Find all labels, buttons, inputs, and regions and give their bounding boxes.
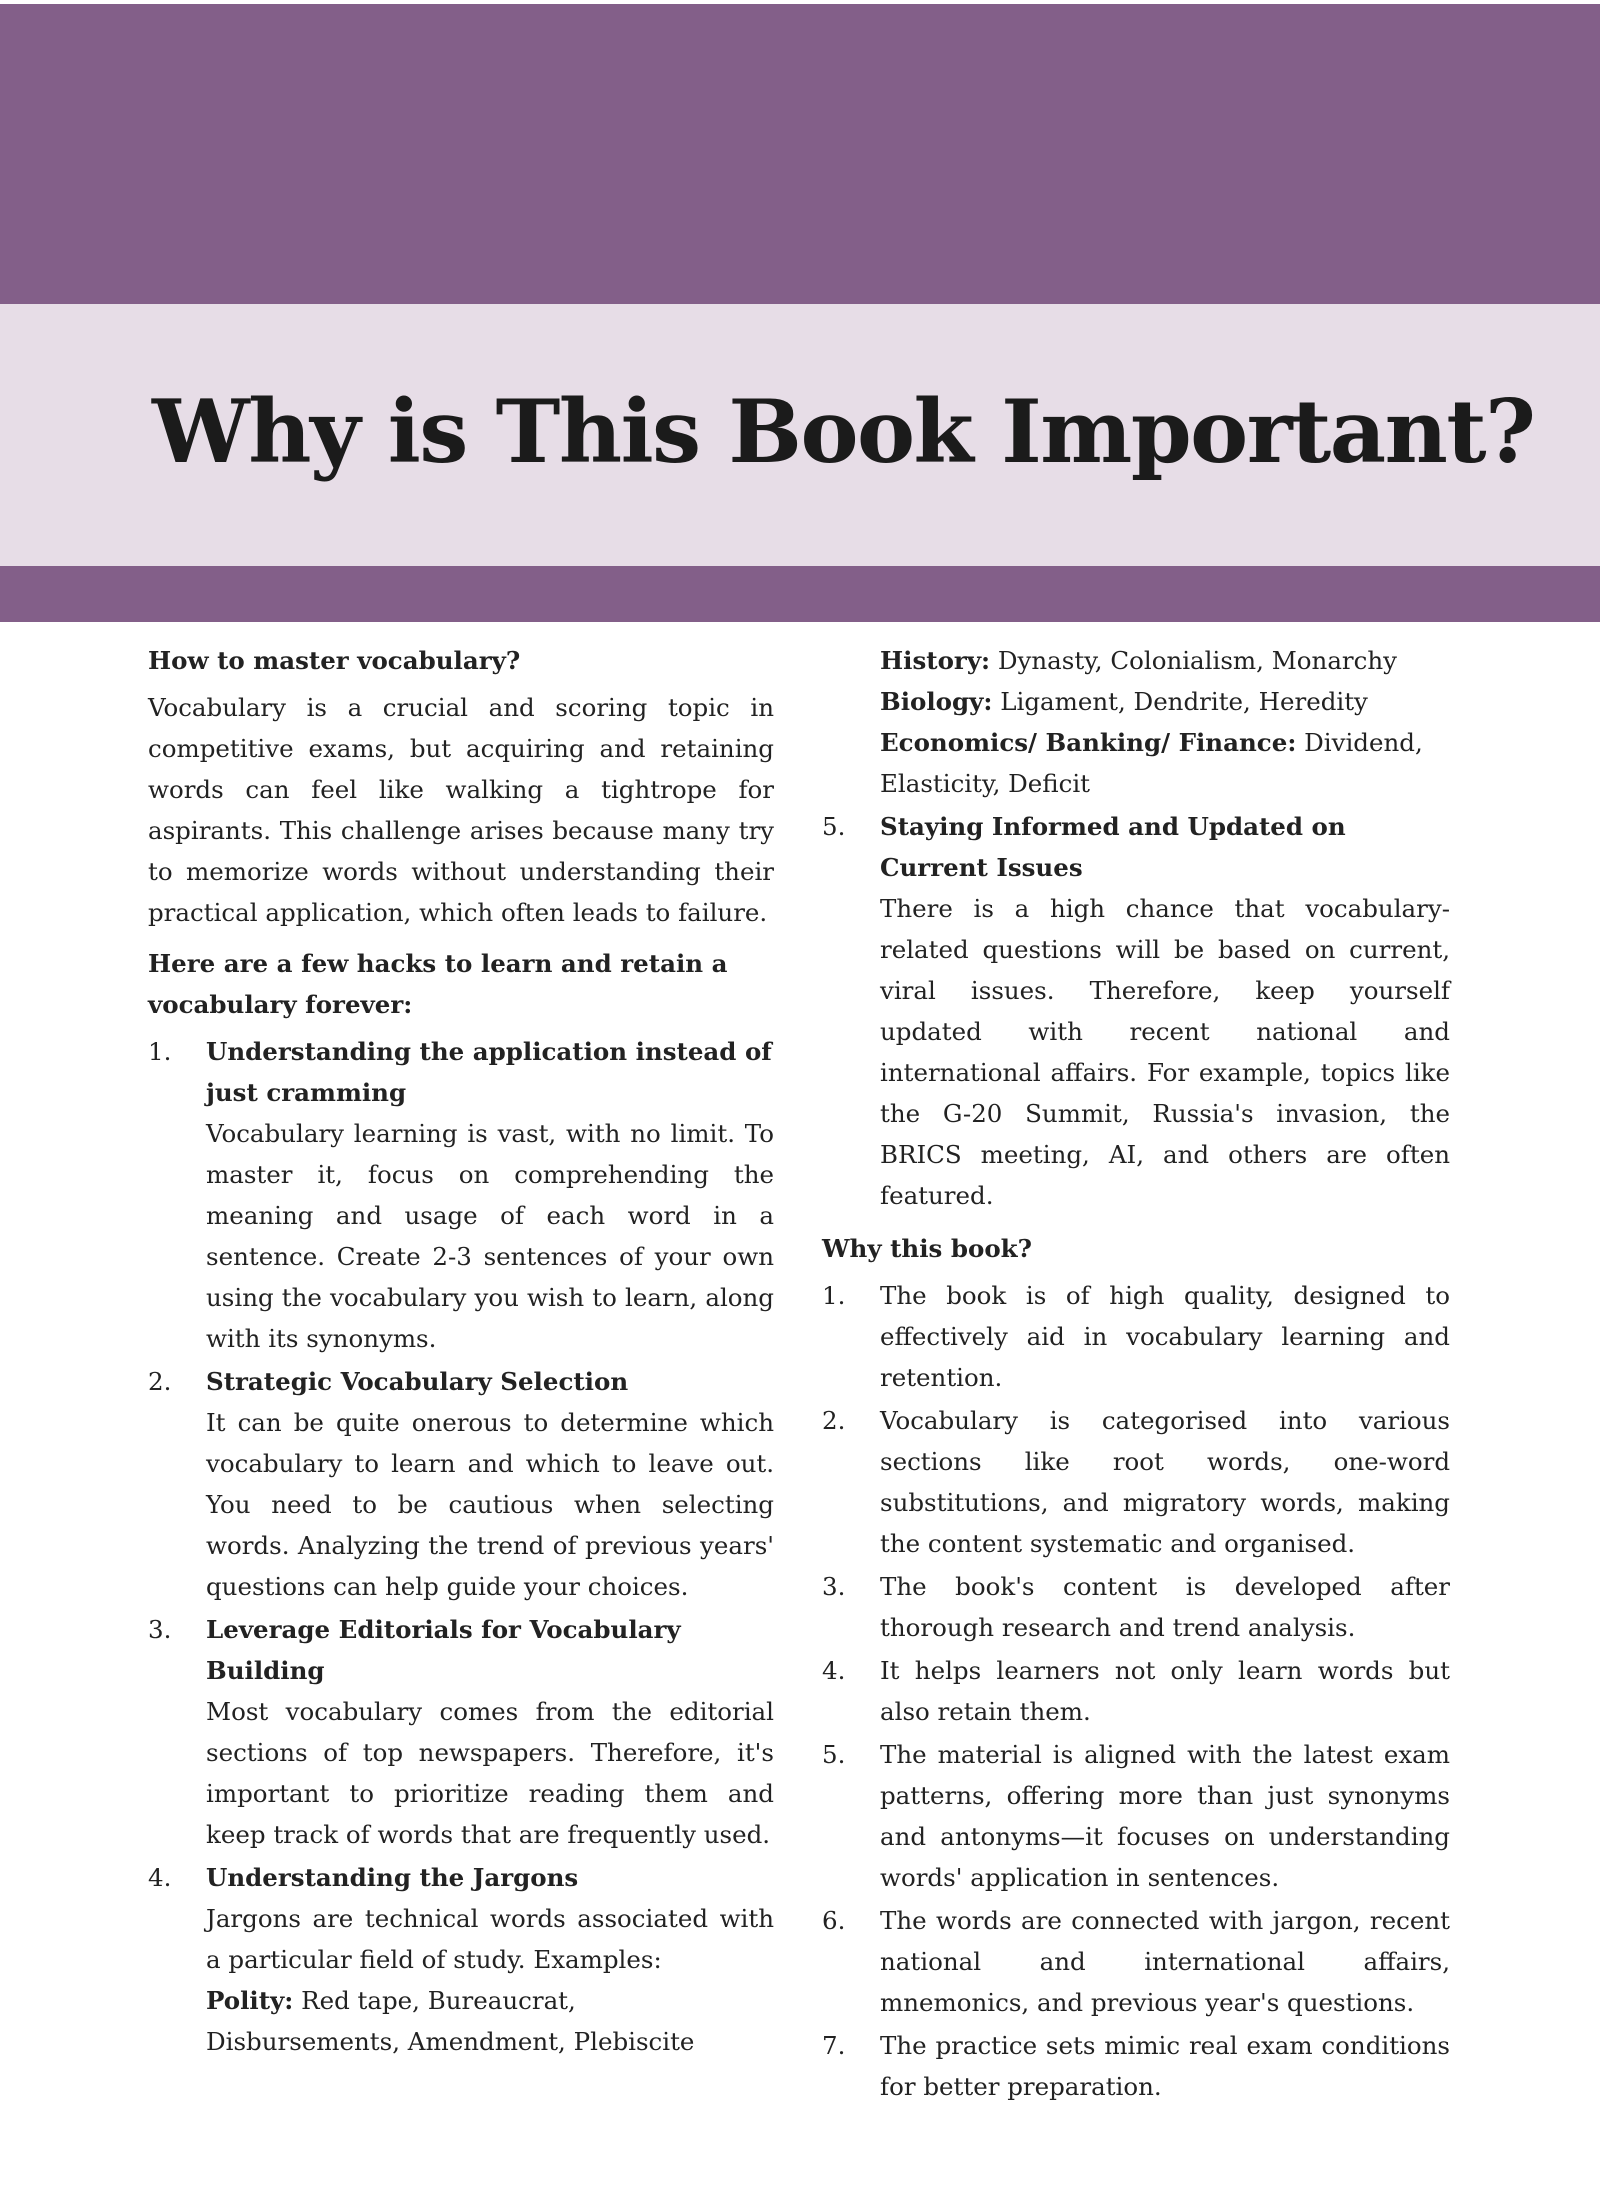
list-item-body: Jargons are technical words associated with a particular field of study. Examples:	[206, 1904, 774, 1974]
section-heading-why: Why this book?	[822, 1234, 1032, 1263]
example-line-history	[880, 640, 1450, 681]
list-number: 5.	[822, 812, 846, 841]
list-item	[148, 1857, 774, 2062]
list-item-title: Staying Informed and Updated on Current Issues	[880, 812, 1346, 882]
examples-continued	[822, 640, 1450, 804]
example-label: Polity:	[206, 1986, 294, 2015]
list-number: 4.	[822, 1656, 846, 1685]
list-number: 3.	[822, 1572, 846, 1601]
list-number: 2.	[148, 1367, 172, 1396]
why-list	[822, 1275, 1450, 2107]
intro-paragraph: Vocabulary is a crucial and scoring topic in competitive exams, but acquiring and retaining words can feel like walking a tightrope for aspirants. This challenge arises because many try to memorize words without understanding their practical application, which often leads to failure.	[148, 693, 774, 927]
list-item	[148, 1609, 774, 1855]
example-label: History:	[880, 646, 991, 675]
list-item-text: The practice sets mimic real exam conditions for better preparation.	[880, 2031, 1450, 2101]
list-item	[148, 1361, 774, 1607]
left-column	[148, 640, 774, 2064]
list-item-text: The book's content is developed after thorough research and trend analysis.	[880, 1572, 1450, 1642]
example-words: Red tape, Bureaucrat, Disbursements, Amendment, Plebiscite	[206, 1986, 695, 2056]
list-number: 1.	[148, 1037, 172, 1066]
list-number: 6.	[822, 1906, 846, 1935]
page-title: Why is This Book Important?	[152, 380, 1535, 483]
list-item	[822, 1275, 1450, 1398]
example-words: Dynasty, Colonialism, Monarchy	[997, 646, 1397, 675]
list-number: 3.	[148, 1615, 172, 1644]
list-item-text: Vocabulary is categorised into various sections like root words, one-word substitutions, and migratory words, making the content systematic and organised.	[880, 1406, 1450, 1558]
list-item-title: Leverage Editorials for Vocabulary Building	[206, 1615, 681, 1685]
example-line-biology	[880, 681, 1450, 722]
list-item-text: The words are connected with jargon, recent national and international affairs, mnemonics, and previous year's questions.	[880, 1906, 1450, 2017]
example-line-economics	[880, 722, 1450, 804]
hacks-list-continued	[822, 806, 1450, 1216]
list-item-text: The material is aligned with the latest exam patterns, offering more than just synonyms and antonyms—it focuses on understanding words' application in sentences.	[880, 1740, 1450, 1892]
list-item	[822, 1400, 1450, 1564]
list-item-body: It can be quite onerous to determine which vocabulary to learn and which to leave out. You need to be cautious when selecting words. Analyzing the trend of previous years' questions can help guide your choices.	[206, 1408, 774, 1601]
list-number: 7.	[822, 2031, 846, 2060]
list-item-body: There is a high chance that vocabulary-related questions will be based on current, viral issues. Therefore, keep yourself updated with recent national and international affairs. For example, topics like the G-20 Summit, Russia's invasion, the BRICS meeting, AI, and others are often featured.	[880, 894, 1450, 1210]
list-item	[822, 1650, 1450, 1732]
list-item	[822, 2025, 1450, 2107]
example-words: Dividend, Elasticity, Deficit	[880, 728, 1423, 798]
list-item-text: It helps learners not only learn words but also retain them.	[880, 1656, 1450, 1726]
section-heading-master: How to master vocabulary?	[148, 646, 521, 675]
list-item-title: Understanding the Jargons	[206, 1863, 579, 1892]
example-line-polity	[206, 1980, 774, 2062]
header-band-top	[0, 4, 1600, 304]
hacks-list	[148, 1031, 774, 2062]
list-item	[822, 1734, 1450, 1898]
list-item-body: Vocabulary learning is vast, with no limit. To master it, focus on comprehending the meaning and usage of each word in a sentence. Create 2-3 sentences of your own using the vocabulary you wish to learn, along with its synonyms.	[206, 1119, 774, 1353]
right-column	[822, 640, 1450, 2109]
list-item	[148, 1031, 774, 1359]
list-item	[822, 1566, 1450, 1648]
list-item-title: Understanding the application instead of just cramming	[206, 1037, 772, 1107]
list-number: 5.	[822, 1740, 846, 1769]
example-label: Biology:	[880, 687, 993, 716]
header-band-bottom	[0, 566, 1600, 622]
list-item	[822, 1900, 1450, 2023]
list-item-title: Strategic Vocabulary Selection	[206, 1367, 629, 1396]
hacks-intro: Here are a few hacks to learn and retain a vocabulary forever:	[148, 949, 728, 1019]
example-label: Economics/ Banking/ Finance:	[880, 728, 1297, 757]
list-item-text: The book is of high quality, designed to effectively aid in vocabulary learning and retention.	[880, 1281, 1450, 1392]
example-words: Ligament, Dendrite, Heredity	[1000, 687, 1368, 716]
list-item	[822, 806, 1450, 1216]
list-number: 4.	[148, 1863, 172, 1892]
list-item-body: Most vocabulary comes from the editorial sections of top newspapers. Therefore, it's important to prioritize reading them and keep track of words that are frequently used.	[206, 1697, 774, 1849]
list-number: 1.	[822, 1281, 846, 1310]
list-number: 2.	[822, 1406, 846, 1435]
